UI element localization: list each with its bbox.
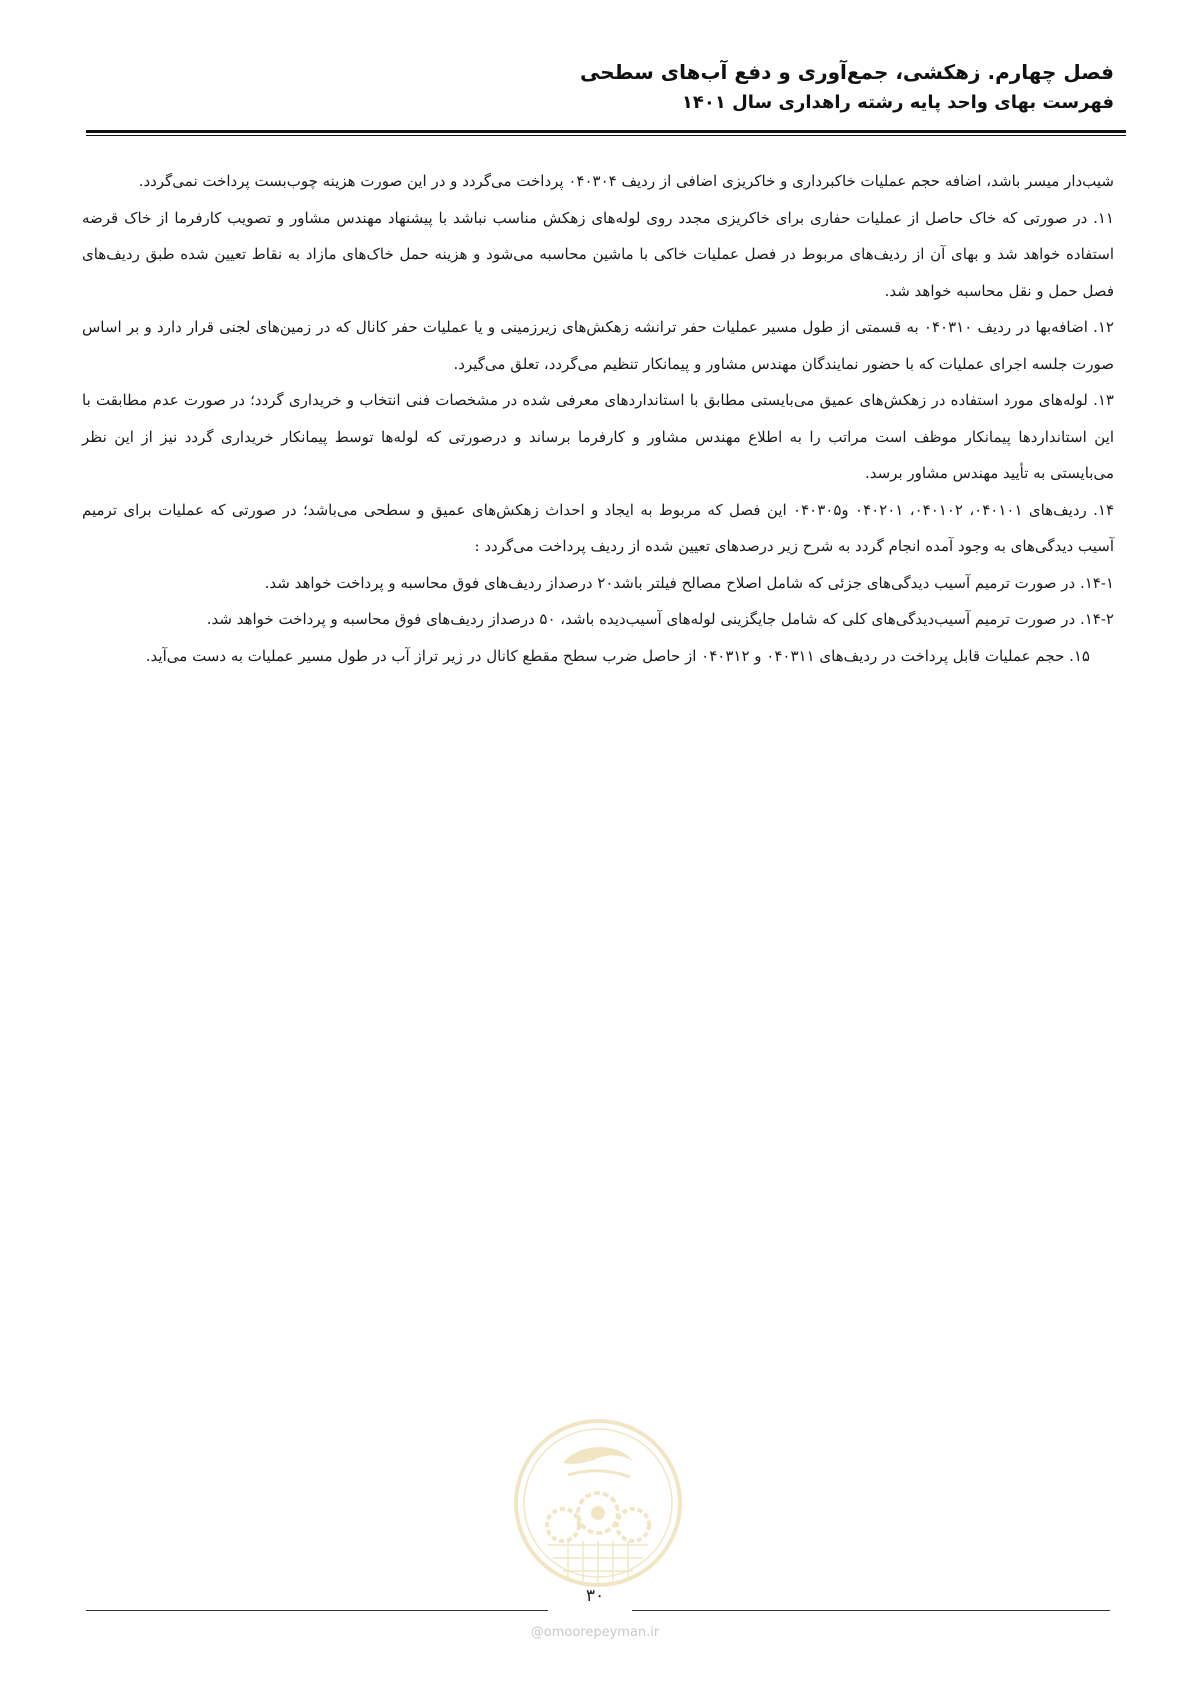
paragraph: ۱۴. ردیف‌های ۰۴۰۱۰۱، ۰۴۰۱۰۲، ۰۴۰۲۰۱ و۰۴۰۳۰۵ این فصل که مربوط به ایجاد و احداث زهکش‌های عمیق و سطحی می‌باشد؛ در صورتی که عملیات برای ترمیم آسیب دیدگی‌های به وجود آمده انجام گردد به شرح زیر درصدهای تعیین شده از ردیف پرداخت می‌گردد : (82, 500, 1115, 555)
paragraph: ۱۳. لوله‌های مورد استفاده در زهکش‌های عمیق می‌بایستی مطابق با استانداردهای معرفی شده در مشخصات فنی انتخاب و خریداری گردد؛ در صورت عدم مطابقت با این استانداردها پیمانکار موظف است مراتب را به اطلاع مهندس مشاور و کارفرما برساند و درصورتی که لوله‌ها توسط پیمانکار خریداری گردد نیز از این نظر می‌بایستی به تأیید مهندس مشاور برسد. (82, 391, 1114, 482)
paragraph: ۱۴-۱. در صورت ترمیم آسیب دیدگی‌های جزئی که شامل اصلاح مصالح فیلتر باشد۲۰ درصداز ردیف‌های فوق محاسبه و پرداخت خواهد شد. (264, 573, 1114, 592)
footer-rule-right (632, 1610, 1110, 1611)
watermark-logo-icon (508, 1413, 688, 1593)
paragraph: ۱۴-۲. در صورت ترمیم آسیب‌دیدگی‌های کلی که شامل جایگزینی لوله‌های آسیب‌دیده باشد، ۵۰ درصداز ردیف‌های فوق محاسبه و پرداخت خواهد شد. (206, 610, 1114, 628)
document-body (82, 163, 1114, 674)
header-rule-thin (86, 135, 1126, 136)
chapter-title: فصل چهارم. زهکشی، جمع‌آوری و دفع آب‌های سطحی (579, 60, 1114, 84)
header-rule-thick (86, 130, 1126, 133)
chapter-subtitle: فهرست بهای واحد پایه رشته راهداری سال ۱۴۰۱ (681, 92, 1114, 113)
page-header (74, 56, 1114, 118)
paragraph: ۱۵. حجم عملیات قابل پرداخت در ردیف‌های ۰۴۰۳۱۱ و ۰۴۰۳۱۲ از حاصل ضرب سطح مقطع کانال در زیر تراز آب در طول مسیر عملیات به دست می‌آید. (145, 646, 1090, 665)
site-url: @omoorepeyman.ir (530, 1625, 660, 1640)
paragraph: ۱۱. در صورتی که خاک حاصل از عملیات حفاری برای خاکریزی مجدد روی لوله‌های زهکش مناسب نباشد با پیشنهاد مهندس مشاور و تصویب کارفرما از خاک قرضه استفاده خواهد شد و بهای آن از ردیف‌های مربوط در فصل عملیات خاکی با ماشین محاسبه می‌شود و هزینه حمل خاک‌های مازاد به نقاط تعیین شده طبق ردیف‌های فصل حمل و نقل محاسبه خواهد شد. (82, 208, 1114, 300)
page-number: ۳۰ (585, 1586, 605, 1606)
paragraph: شیب‌دار میسر باشد، اضافه حجم عملیات خاکبرداری و خاکریزی اضافی از ردیف ۰۴۰۳۰۴ پرداخت می‌گردد و در این صورت هزینه چوب‌بست پرداخت نمی‌گردد. (138, 172, 1114, 190)
paragraph: ۱۲. اضافه‌بها در ردیف ۰۴۰۳۱۰ به قسمتی از طول مسیر عملیات حفر ترانشه زهکش‌های زیرزمینی و یا عملیات حفر کانال که در زمین‌های لجنی قرار دارد و بر اساس صورت جلسه اجرای عملیات که با حضور نمایندگان مهندس مشاور و پیمانکار تنظیم می‌گردد، تعلق می‌گیرد. (82, 318, 1114, 373)
footer-rule-left (86, 1610, 548, 1611)
